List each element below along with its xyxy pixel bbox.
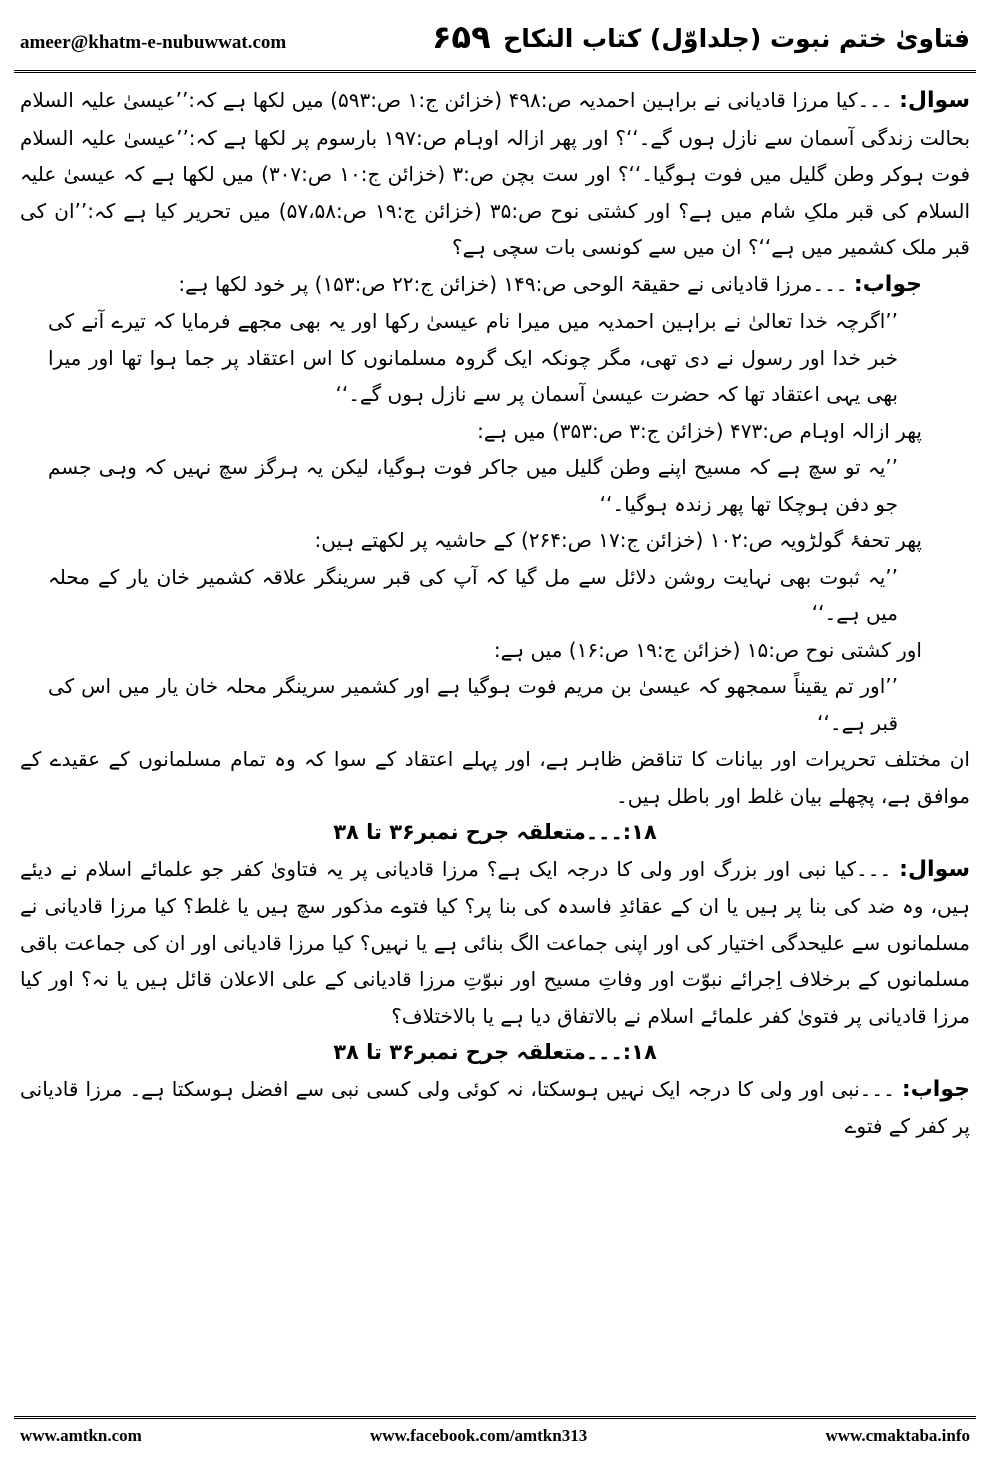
- answer-1-intro-text: ۔۔۔مرزا قادیانی نے حقیقۃ الوحی ص:۱۴۹ (خزائن ج:۲۲ ص:۱۵۳) پر خود لکھا ہے:: [178, 271, 854, 296]
- quote-3: ’’یہ ثبوت بھی نہایت روشن دلائل سے مل گیا کہ آپ کی قبر سرینگر علاقہ کشمیر خان یار کے محلہ میں ہے۔‘‘: [48, 564, 898, 625]
- page-footer: [14, 1424, 976, 1450]
- page-number: ۶۵۹: [432, 18, 491, 56]
- question-1-text: ۔۔۔کیا مرزا قادیانی نے براہین احمدیہ ص:۴۹۸ (خزائن ج:۱ ص:۵۹۳) میں لکھا ہے کہ:’’عیسیٰ علیہ السلام بحالت زندگی آسمان سے نازل ہوں گے۔‘‘؟ اور پھر ازالہ اوہام ص:۱۹۷ بارسوم پر لکھا ہے کہ:’’عیسیٰ علیہ السلام فوت ہوکر وطن گلیل میں فوت ہوگیا۔‘‘؟ اور ست بچن ص:۳ (خزائن ج:۱۰ ص:۳۰۷) میں لکھا ہے کہ عیسیٰ علیہ السلام کی قبر ملکِ شام میں ہے؟ اور کشتی نوح ص:۳۵ (خزائن ج:۱۹ ص:۵۷،۵۸) میں تحریر کیا ہے کہ:’’ان کی قبر ملک کشمیر میں ہے‘‘؟ ان میں سے کونسی بات سچی ہے؟: [20, 88, 971, 259]
- question-2: [20, 851, 970, 1035]
- reference-2: پھر ازالہ اوہام ص:۴۷۳ (خزائن ج:۳ ص:۳۵۳) میں ہے:: [477, 418, 922, 443]
- footer-facebook-link[interactable]: www.facebook.com/amtkn313: [370, 1426, 588, 1445]
- quote-1: ’’اگرچہ خدا تعالیٰ نے براہین احمدیہ میں میرا نام عیسیٰ رکھا اور یہ بھی مجھے فرمایا کہ تیرے آنے کی خبر خدا اور رسول نے دی تھی، مگر چونکہ ایک گروہ مسلمانوں کا اس اعتقاد پر جما ہوا تھا اور میرا بھی یہی اعتقاد تھا کہ حضرت عیسیٰ آسمان پر سے نازل ہوں گے۔‘‘: [48, 309, 898, 406]
- answer-1-intro: [20, 266, 970, 304]
- header-email: ameer@khatm-e-nubuwwat.com: [20, 32, 287, 53]
- answer-2: [20, 1071, 970, 1145]
- reference-4: اور کشتی نوح ص:۱۵ (خزائن ج:۱۹ ص:۱۶) میں ہے:: [493, 637, 922, 662]
- book-title: فتاویٰ ختم نبوت (جلداوّل) کتاب النکاح: [503, 24, 970, 53]
- question-1: [20, 82, 970, 266]
- footer-divider: [14, 1416, 976, 1419]
- answer-2-label: جواب:: [901, 1076, 970, 1102]
- reference-3: پھر تحفۂ گولڑویہ ص:۱۰۲ (خزائن ج:۱۷ ص:۲۶۴) کے حاشیہ پر لکھتے ہیں:: [314, 528, 922, 552]
- section-heading-2: ۱۸:۔۔۔متعلقہ جرح نمبر۳۶ تا ۳۸: [333, 1040, 657, 1064]
- question-2-text: ۔۔۔کیا نبی اور بزرگ اور ولی کا درجہ ایک ہے؟ مرزا قادیانی پر یہ فتاویٰ کفر جو علمائے اسلام نے دیئے ہیں، وہ ضد کی بنا پر ہیں یا ان کے عقائدِ فاسدہ کی بنا پر؟ کیا فتوے مذکور سچ ہیں یا غلط؟ کیا مرزا قادیانی نے مسلمانوں سے علیحدگی اختیار کی اور اپنی جماعت الگ بنائی ہے یا نہیں؟ کیا مرزا قادیانی اور ان کی جماعت باقی مسلمانوں کے برخلاف اِجرائے نبوّت اور وفاتِ مسیح اور نبوّتِ مرزا قادیانی کے علی الاعلان قائل ہیں یا نہ؟ اور کیا مرزا قادیانی پر فتویٰ کفر علمائے اسلام نے بالاتفاق دیا ہے یا بالاختلاف؟: [20, 856, 970, 1028]
- header-divider: [14, 70, 976, 73]
- page-body: [20, 82, 970, 1402]
- question-1-label: سوال:: [899, 88, 970, 113]
- answer-1-conclusion: ان مختلف تحریرات اور بیانات کا تناقض ظاہر ہے، اور پہلے اعتقاد کے سوا کہ وہ تمام مسلمانوں کے عقیدے کے موافق ہے، پچھلے بیان غلط اور باطل ہیں۔: [20, 747, 970, 808]
- quote-4: ’’اور تم یقیناً سمجھو کہ عیسیٰ بن مریم فوت ہوگیا ہے اور کشمیر سرینگر محلہ خان یار میں اس کی قبر ہے۔‘‘: [48, 674, 898, 735]
- footer-maktaba-link[interactable]: www.cmaktaba.info: [825, 1426, 970, 1445]
- page-header: [14, 14, 976, 68]
- quote-2: ’’یہ تو سچ ہے کہ مسیح اپنے وطن گلیل میں جاکر فوت ہوگیا، لیکن یہ ہرگز سچ نہیں کہ وہی جسم جو دفن ہوچکا تھا پھر زندہ ہوگیا۔‘‘: [48, 455, 898, 516]
- question-2-label: سوال:: [899, 856, 970, 882]
- section-heading-1: ۱۸:۔۔۔متعلقہ جرح نمبر۳۶ تا ۳۸: [333, 820, 657, 844]
- footer-website-link[interactable]: www.amtkn.com: [20, 1426, 142, 1445]
- answer-1-label: جواب:: [853, 271, 922, 297]
- answer-2-text: ۔۔۔نبی اور ولی کا درجہ ایک نہیں ہوسکتا، نہ کوئی ولی کسی نبی سے افضل ہوسکتا ہے۔ مرزا قادیانی پر کفر کے فتوے: [20, 1076, 970, 1138]
